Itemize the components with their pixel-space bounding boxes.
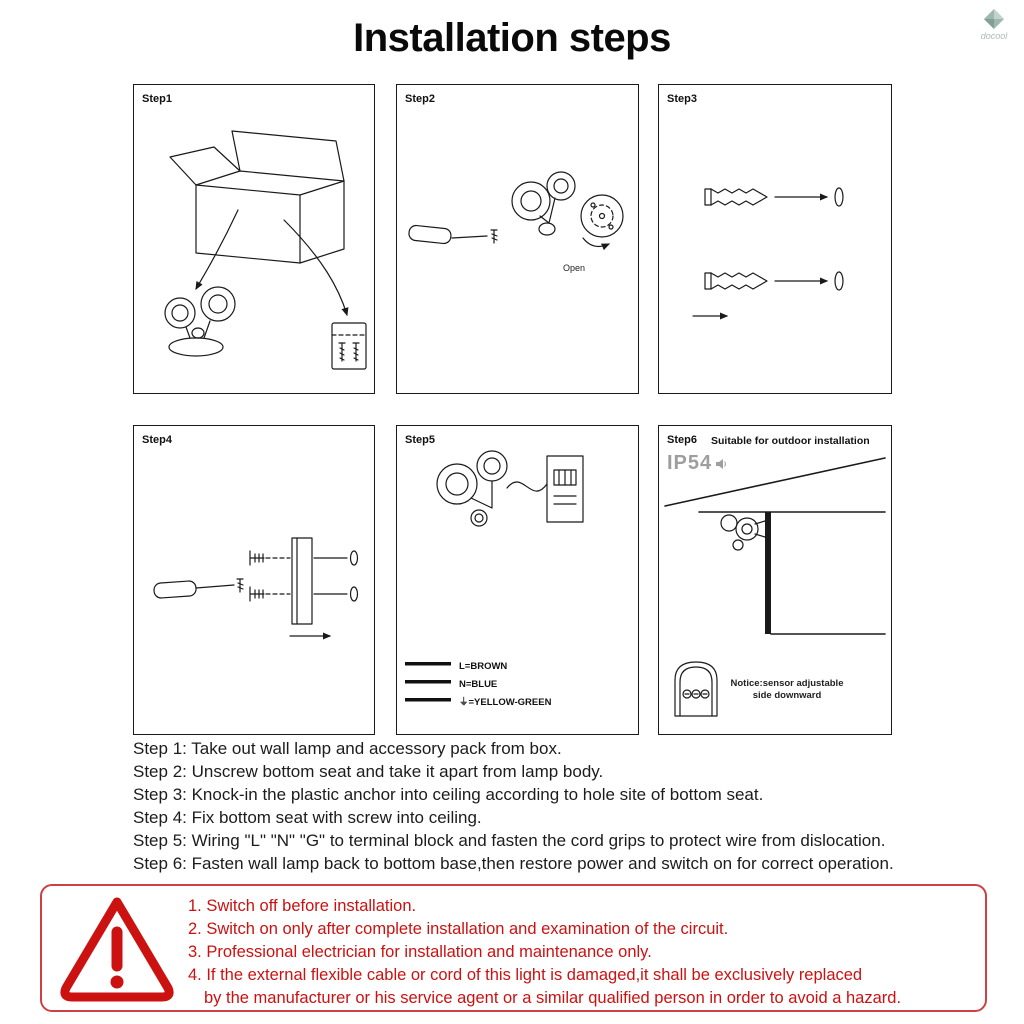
- legend-neutral: N=BLUE: [459, 679, 498, 690]
- panel-step5: [396, 425, 639, 735]
- warning-line-4-continued: by the manufacturer or his service agent or a similar qualified person in order to avoid a hazard.: [204, 989, 902, 1007]
- step5-illustration: [397, 426, 638, 734]
- instruction-list: [133, 737, 894, 875]
- panel-step6-label: Step6: [667, 434, 697, 446]
- sensor-notice-line2: side downward: [752, 690, 822, 701]
- legend-ground: ⏚=YELLOW-GREEN: [459, 697, 552, 708]
- panel-step1: [133, 84, 375, 394]
- step3-illustration: [659, 85, 891, 393]
- instruction-step-5: Step 5: Wiring "L" "N" "G" to terminal block and fasten the cord grips to protect wire from dislocation.: [133, 831, 886, 850]
- warning-line-2: 2. Switch on only after complete installation and examination of the circuit.: [188, 920, 729, 938]
- instruction-step-6: Step 6: Fasten wall lamp back to bottom base,then restore power and switch on for correct operation.: [133, 854, 894, 873]
- panel-step4-label: Step4: [142, 434, 172, 446]
- panel-step1-label: Step1: [142, 93, 172, 105]
- panel-step3-label: Step3: [667, 93, 697, 105]
- step1-illustration: [134, 85, 374, 393]
- outdoor-suitability-note: Suitable for outdoor installation: [711, 435, 870, 447]
- ip54-mark-icon: [714, 457, 728, 471]
- warning-triangle-icon: [58, 890, 176, 1006]
- panel-step3: [658, 84, 892, 394]
- panel-step4: [133, 425, 375, 735]
- instruction-step-2: Step 2: Unscrew bottom seat and take it apart from lamp body.: [133, 762, 604, 781]
- panel-step2-label: Step2: [405, 93, 435, 105]
- instruction-step-1: Step 1: Take out wall lamp and accessory pack from box.: [133, 739, 562, 758]
- warning-line-4: 4. If the external flexible cable or cord of this light is damaged,it shall be exclusively replaced: [188, 966, 863, 984]
- brand-watermark: [972, 8, 1016, 41]
- open-label: Open: [563, 263, 586, 273]
- page-title: Installation steps: [353, 16, 671, 60]
- warning-line-3: 3. Professional electrician for installation and maintenance only.: [188, 943, 652, 961]
- instruction-step-4: Step 4: Fix bottom seat with screw into ceiling.: [133, 808, 482, 827]
- panel-step2: [396, 84, 639, 394]
- panel-step6: [658, 425, 892, 735]
- warning-text: [188, 895, 901, 1010]
- sensor-notice: [729, 678, 845, 702]
- brand-logo-icon: [983, 8, 1005, 30]
- step2-illustration: [397, 85, 638, 393]
- panel-step5-label: Step5: [405, 434, 435, 446]
- warning-line-1: 1. Switch off before installation.: [188, 897, 417, 915]
- warning-box: [40, 884, 987, 1012]
- sensor-notice-line1: Notice:sensor adjustable: [730, 678, 844, 689]
- brand-name: docool: [980, 31, 1008, 41]
- ip-rating: IP54: [667, 452, 713, 474]
- step4-illustration: [134, 426, 374, 734]
- instruction-step-3: Step 3: Knock-in the plastic anchor into ceiling according to hole site of bottom seat.: [133, 785, 764, 804]
- legend-live: L=BROWN: [459, 661, 508, 672]
